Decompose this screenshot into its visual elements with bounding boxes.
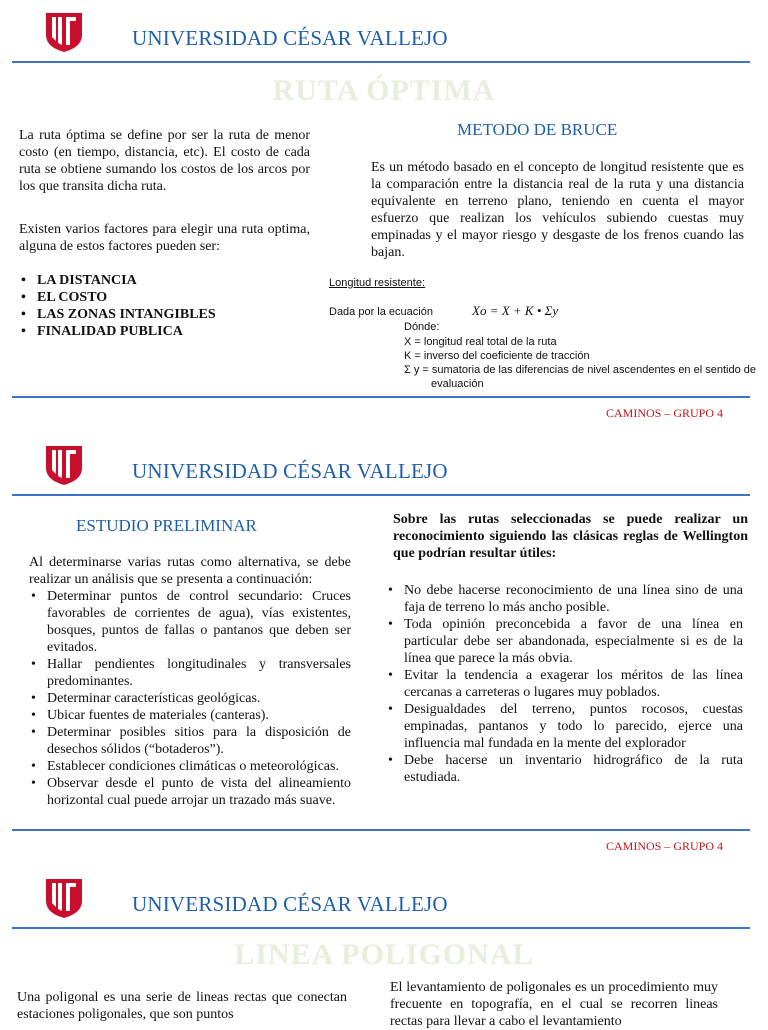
lr-donde: Dónde: — [404, 321, 440, 333]
footer-rule — [12, 396, 750, 398]
header-rule — [12, 494, 750, 496]
list-item: • Ubicar fuentes de materiales (canteras). — [29, 707, 351, 724]
lr-y-def-cont: evaluación — [431, 378, 484, 390]
list-item: • Evitar la tendencia a exagerar los méritos de las línea cercanas a carreteras o lugares muy poblados. — [386, 667, 743, 701]
list-item: • LAS ZONAS INTANGIBLES — [19, 306, 299, 323]
university-logo — [44, 877, 84, 919]
poligonal-survey-text: El levantamiento de poligonales es un procedimiento muy frecuente en topografía, en el cual se recorren lineas rectas para llevar a cabo el levantamiento — [390, 980, 718, 1029]
slide-title: RUTA ÓPTIMA — [272, 74, 496, 107]
bruce-description: Es un método basado en el concepto de longitud resistente que es la comparación entre la distancia real de la ruta y una distancia equivalente en terreno plano, teniendo en cuenta el mayor esfuerzo que realizan los vehículos subiendo cuestas muy empinadas y el mayor riesgo y desgaste de los frenos cuando las bajan. — [371, 160, 744, 260]
university-logo — [44, 444, 84, 486]
ruta-optima-definition: La ruta óptima se define por ser la ruta de menor costo (en tiempo, distancia, etc). El costo de cada ruta se obtiene sumando los costos de los arcos por los que transita dicha ruta. — [19, 128, 310, 194]
list-item: • Observar desde el punto de vista del alineamiento horizontal cual puede arrojar un trazado más suave. — [29, 775, 351, 809]
lr-formula: Xo = X + K • Σy — [472, 303, 559, 318]
list-item: • Hallar pendientes longitudinales y transversales predominantes. — [29, 656, 351, 690]
university-name: UNIVERSIDAD CÉSAR VALLEJO — [132, 892, 448, 916]
slide-footer: CAMINOS – GRUPO 4 — [606, 406, 724, 420]
lr-k-def: K = inverso del coeficiente de tracción — [404, 350, 590, 362]
university-name: UNIVERSIDAD CÉSAR VALLEJO — [132, 26, 448, 50]
section-heading: ESTUDIO PRELIMINAR — [76, 516, 257, 535]
university-name: UNIVERSIDAD CÉSAR VALLEJO — [132, 459, 448, 483]
list-item: • Determinar puntos de control secundario: Cruces favorables de corrientes de agua), vías existentes, bosques, puntos de fallas o pantanos que deben ser evitados. — [29, 588, 351, 656]
preliminary-list — [29, 588, 351, 809]
preliminary-intro: Al determinarse varias rutas como alternativa, se debe realizar un análisis que se presenta a continuación: — [29, 555, 351, 587]
list-item: • Toda opinión preconcebida a favor de una línea en particular debe ser abandonada, especialmente si es de la línea que parece la más obvia. — [386, 616, 743, 667]
factors-list — [19, 272, 299, 340]
wellington-intro: Sobre las rutas seleccionadas se puede realizar un reconocimiento siguiendo las clásicas reglas de Wellington que podrían resultar útiles: — [393, 512, 748, 561]
lr-x-def: X = longitud real total de la ruta — [404, 336, 557, 348]
header-rule — [12, 61, 750, 63]
header-rule — [12, 927, 750, 929]
list-item: • Determinar características geológicas. — [29, 690, 351, 707]
list-item: • Debe hacerse un inventario hidrográfico de la ruta estudiada. — [386, 752, 743, 786]
list-item: • Establecer condiciones climáticas o meteorológicas. — [29, 758, 351, 775]
footer-rule — [12, 829, 750, 831]
poligonal-definition: Una poligonal es una serie de lineas rectas que conectan estaciones poligonales, que son puntos — [17, 990, 347, 1022]
wellington-rules-list — [386, 582, 743, 786]
lr-y-def: Σ y = sumatoria de las diferencias de nivel ascendentes en el sentido de — [404, 364, 756, 376]
list-item: • No debe hacerse reconocimiento de una línea sino de una faja de terreno lo más ancho posible. — [386, 582, 743, 616]
section-heading: METODO DE BRUCE — [457, 120, 618, 139]
list-item: • EL COSTO — [19, 289, 299, 306]
list-item: • Desigualdades del terreno, puntos rocosos, cuestas empinadas, pantanos y todo lo parecido, ejerce una influencia mal fundada en la mente del explorador — [386, 701, 743, 752]
slide-title: LINEA POLIGONAL — [234, 938, 534, 971]
slide-footer: CAMINOS – GRUPO 4 — [606, 839, 724, 853]
university-logo — [44, 11, 84, 53]
list-item: • Determinar posibles sitios para la disposición de desechos sólidos (“botaderos”). — [29, 724, 351, 758]
lr-eq-label: Dada por la ecuación — [329, 306, 433, 318]
lr-title: Longitud resistente: — [329, 277, 426, 289]
list-item: • LA DISTANCIA — [19, 272, 299, 289]
list-item: • FINALIDAD PUBLICA — [19, 323, 299, 340]
factors-intro: Existen varios factores para elegir una ruta optima, alguna de estos factores pueden ser: — [19, 222, 310, 254]
